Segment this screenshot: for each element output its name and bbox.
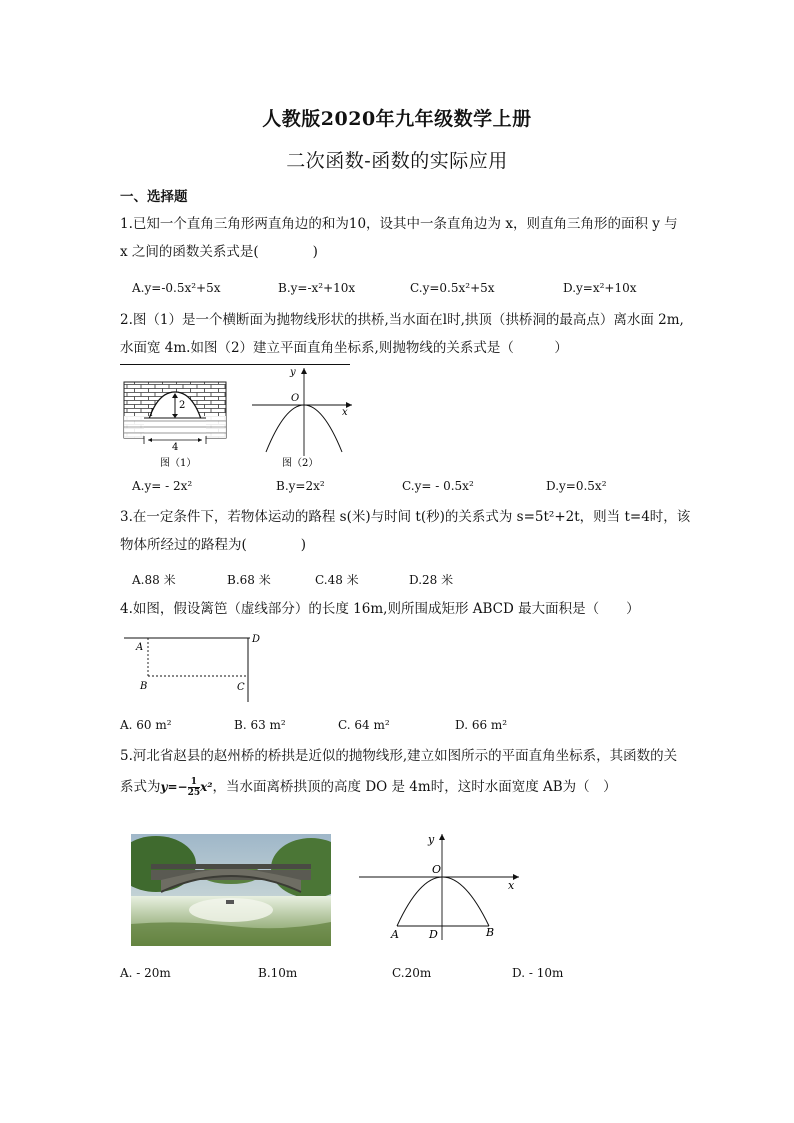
question-1-line2: x 之间的函数关系式是( ) [120, 244, 318, 260]
fig5-b-label: B [486, 926, 495, 939]
q5-option-a[interactable]: A. - 20m [120, 966, 171, 980]
q2-option-b[interactable]: B.y=2x² [276, 479, 325, 493]
fig1-water-label: l [150, 408, 154, 419]
q2-option-d[interactable]: D.y=0.5x² [546, 479, 607, 493]
question-1 [120, 210, 710, 266]
q3-option-b[interactable]: B.68 米 [227, 573, 271, 587]
fig1-height-label: 2 [179, 400, 186, 411]
q5-option-b[interactable]: B.10m [258, 966, 298, 980]
formula-numerator: 1 [188, 777, 201, 788]
question-2-line2: 水面宽 4m.如图（2）建立平面直角坐标系,则抛物线的关系式是（ ） [120, 340, 568, 356]
question-4-line1: 4.如图，假设篱笆（虚线部分）的长度 16m,则所围成矩形 ABCD 最大面积是（ ） [120, 601, 640, 617]
fig4-label-a: A [136, 642, 144, 653]
fig4-label-d: D [252, 634, 261, 645]
q5-option-c[interactable]: C.20m [392, 966, 432, 980]
question-3-line2: 物体所经过的路程为( ) [120, 537, 307, 553]
figure-5-graph [355, 830, 525, 946]
question-2 [120, 306, 720, 362]
question-2-line1: 2.图（1）是一个横断面为抛物线形状的拱桥,当水面在l时,拱顶（拱桥洞的最高点）离水面 2m, [120, 312, 684, 328]
q5-option-d[interactable]: D. - 10m [512, 966, 564, 980]
zhaozhou-bridge-photo [131, 834, 331, 946]
section-heading: 一、选择题 [120, 189, 188, 205]
question-3-line1: 3.在一定条件下，若物体运动的路程 s(米)与时间 t(秒)的关系式为 s=5t²+2t，则当 t=4时，该 [120, 509, 691, 525]
fig1-caption: 图（1） [160, 458, 197, 469]
q3-option-c[interactable]: C.48 米 [315, 573, 359, 587]
divider-line [120, 364, 350, 365]
question-5 [120, 742, 720, 804]
formula-denominator: 25 [187, 788, 201, 798]
figure-4-rectangle [120, 630, 270, 706]
question-5-line2 [120, 770, 720, 804]
question-1-line1: 1.已知一个直角三角形两直角边的和为10，设其中一条直角边为 x，则直角三角形的面积 y 与 [120, 216, 678, 232]
fig5-d-label: D [429, 928, 438, 941]
question-4 [120, 595, 710, 623]
fig5-o-label: O [432, 863, 442, 876]
fig4-label-c: C [237, 682, 245, 693]
formula-fraction [188, 777, 201, 798]
q3-option-d[interactable]: D.28 米 [409, 573, 454, 587]
fig2-y-label: y [290, 367, 296, 378]
q1-option-a[interactable]: A.y=-0.5x²+5x [132, 281, 221, 295]
q2-option-c[interactable]: C.y= - 0.5x² [402, 479, 474, 493]
fig5-y-label: y [428, 833, 435, 846]
q4-option-c[interactable]: C. 64 m² [338, 718, 390, 732]
fig4-label-b: B [140, 681, 148, 692]
fig5-x-label: x [508, 879, 515, 892]
q4-option-a[interactable]: A. 60 m² [120, 718, 172, 732]
fig2-x-label: x [342, 407, 348, 418]
fig5-a-label: A [391, 928, 399, 941]
q1-option-c[interactable]: C.y=0.5x²+5x [410, 281, 495, 295]
q3-option-a[interactable]: A.88 米 [132, 573, 176, 587]
figure-1-bridge [120, 376, 232, 472]
q4-option-b[interactable]: B. 63 m² [234, 718, 286, 732]
figure-2-parabola [248, 366, 358, 472]
question-3 [120, 503, 720, 559]
page-title: 人教版2020年九年级数学上册 [262, 108, 532, 130]
fig1-width-label: 4 [172, 442, 179, 453]
q1-option-d[interactable]: D.y=x²+10x [563, 281, 637, 295]
page-subtitle: 二次函数-函数的实际应用 [286, 150, 508, 172]
q4-option-d[interactable]: D. 66 m² [455, 718, 508, 732]
fig2-origin-label: O [291, 393, 300, 404]
fig2-caption: 图（2） [282, 458, 319, 469]
question-5-line2-pre: 系式为 [120, 779, 161, 795]
formula-var: x² [200, 780, 213, 794]
question-5-line1: 5.河北省赵县的赵州桥的桥拱是近似的抛物线形,建立如图所示的平面直角坐标系，其函数的关 [120, 748, 678, 764]
q1-option-b[interactable]: B.y=-x²+10x [278, 281, 356, 295]
bridge-photo-illustration [131, 834, 331, 946]
formula-lhs: y=− [160, 780, 188, 794]
q2-option-a[interactable]: A.y= - 2x² [132, 479, 193, 493]
question-5-line2-post: ，当水面离桥拱顶的高度 DO 是 4m时，这时水面宽度 AB为（ ） [212, 779, 617, 795]
